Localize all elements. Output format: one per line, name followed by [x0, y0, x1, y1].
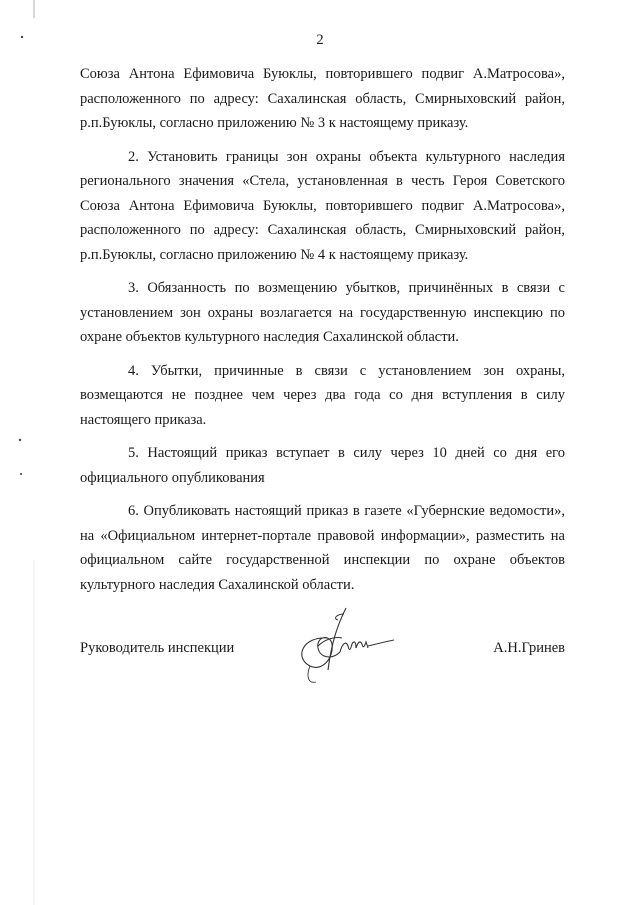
paragraph-continuation: Союза Антона Ефимовича Буюклы, повторившего подвиг А.Матросова», расположенного по адресу: Сахалинская область, Смирныховский район, р.п.Буюклы, согласно приложению № 3 к настоящему приказу. [80, 66, 565, 131]
signatory-name: А.Н.Гринев [493, 640, 565, 656]
document-body [80, 62, 565, 606]
paragraph-item-2: 2. Установить границы зон охраны объекта культурного наследия регионального значения «Стела, установленная в честь Героя Советского Союза Антона Ефимовича Буюклы, повторившего подвиг А.Матросова», расположенного по адресу: Сахалинская область, Смирныховский район, р.п.Буюклы, согласно приложению № 4 к настоящему приказу. [80, 148, 565, 263]
paragraph-item-3: 3. Обязанность по возмещению убытков, причинённых в связи с установлением зон охраны возлагается на государственную инспекцию по охране объектов культурного наследия Сахалинской области. [80, 280, 565, 345]
paragraph-item-6: 6. Опубликовать настоящий приказ в газете «Губернские ведомости», на «Официальном интернет-портале правовой информации», разместить на официальном сайте государственной инспекции по охране объектов культурного наследия Сахалинской области. [80, 503, 565, 593]
paragraph-item-4: 4. Убытки, причинные в связи с установлением зон охраны, возмещаются не позднее чем через два года со дня вступления в силу настоящего приказа. [80, 362, 565, 428]
page-number: 2 [316, 32, 324, 48]
signature-block [80, 640, 565, 670]
signatory-title: Руководитель инспекции [80, 640, 235, 656]
paragraph-item-5: 5. Настоящий приказ вступает в силу через 10 дней со дня его официального опубликования [80, 445, 565, 486]
scan-edge-marks [12, 0, 42, 905]
